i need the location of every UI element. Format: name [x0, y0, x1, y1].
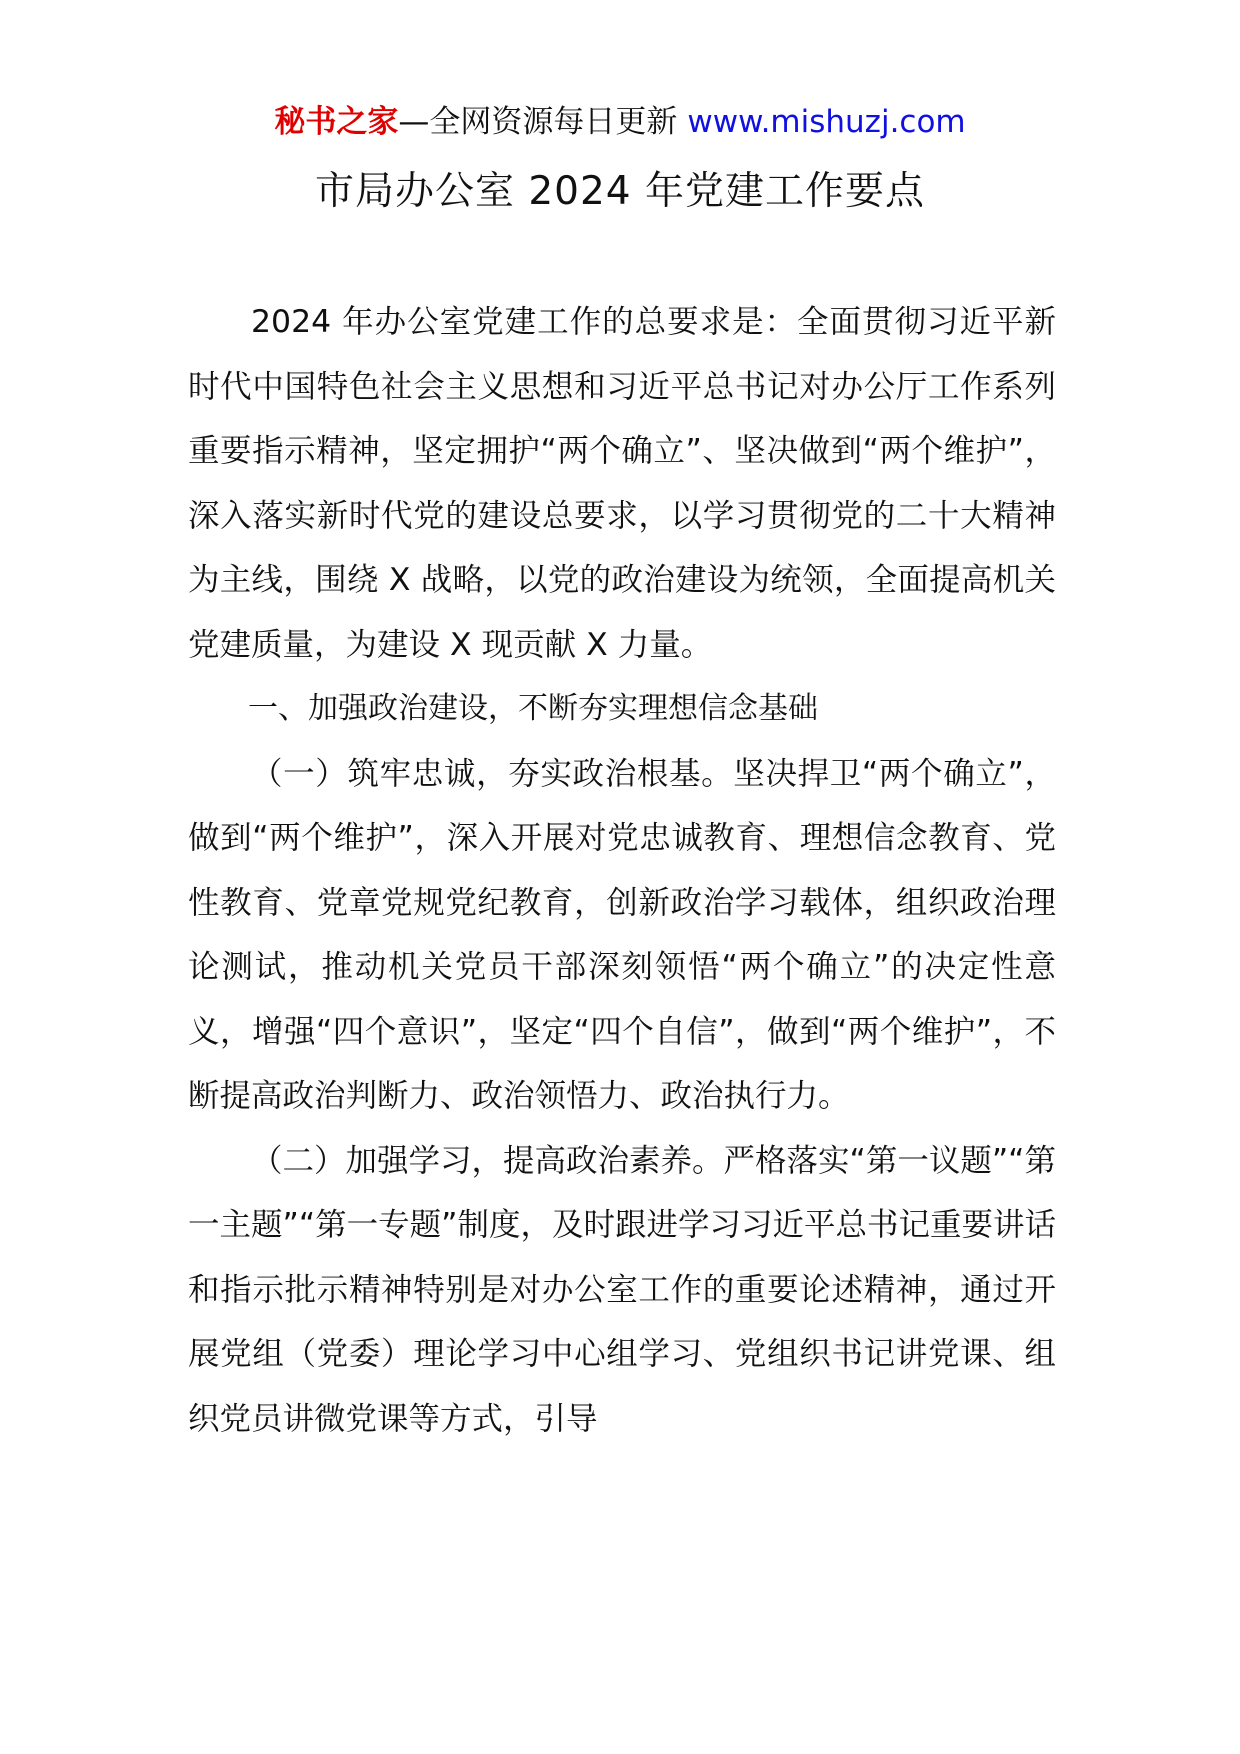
document-title: 市局办公室 2024 年党建工作要点 — [314, 169, 926, 214]
section-heading: 一、加强政治建设，不断夯实理想信念基础 — [248, 691, 818, 726]
body-paragraph: （二）加强学习，提高政治素养。严格落实“第一议题”“第一主题”“第一专题”制度，及时跟进学习习近平总书记重要讲话和指示批示精神特别是对办公室工作的重要论述精神，通过开展党组（党委）理论学习中心组学习、党组织书记讲党课、组织党员讲微党课等方式，引导 — [188, 1142, 1056, 1437]
body-paragraph: （一）筑牢忠诚，夯实政治根基。坚决捍卫“两个确立”，做到“两个维护”，深入开展对党忠诚教育、理想信念教育、党性教育、党章党规党纪教育，创新政治学习载体，组织政治理论测试，推动机关党员干部深刻领悟“两个确立”的决定性意义，增强“四个意识”，坚定“四个自信”，做到“两个维护”，不断提高政治判断力、政治领悟力、政治执行力。 — [188, 755, 1056, 1114]
intro-paragraph: 2024 年办公室党建工作的总要求是：全面贯彻习近平新时代中国特色社会主义思想和习近平总书记对办公厅工作系列重要指示精神，坚定拥护“两个确立”、坚决做到“两个维护”，深入落实新时代党的建设总要求，以学习贯彻党的二十大精神为主线，围绕 X 战略，以党的政治建设为统领，全面提高机关党建质量，为建设 X 现贡献 X 力量。 — [188, 304, 1056, 663]
site-url-link[interactable]: www.mishuzj.com — [687, 104, 966, 140]
site-brand: 秘书之家 — [274, 104, 399, 140]
document-body — [188, 290, 1056, 1451]
site-header — [0, 100, 1240, 144]
site-tagline: —全网资源每日更新 — [398, 104, 678, 140]
